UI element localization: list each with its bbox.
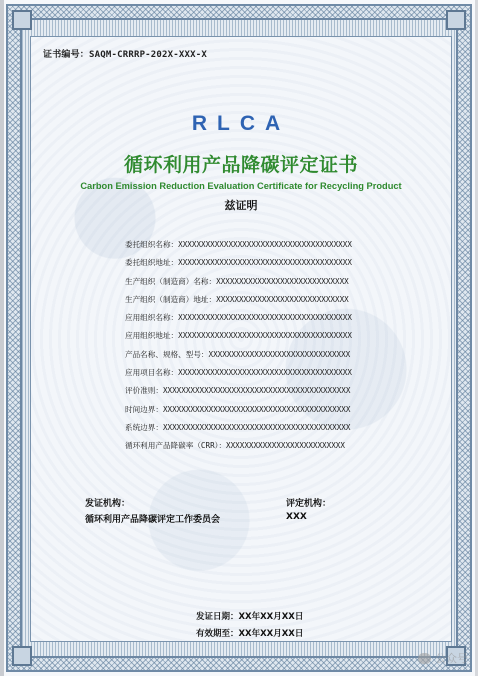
field-client-name: 委托组织名称：XXXXXXXXXXXXXXXXXXXXXXXXXXXXXXXXXXXXXX — [125, 240, 352, 249]
certificate-title-en: Carbon Emission Reduction Evaluation Certificate for Recycling Product — [80, 181, 402, 191]
corner-ornament — [446, 10, 466, 30]
watermark — [418, 650, 468, 666]
field-client-address: 委托组织地址：XXXXXXXXXXXXXXXXXXXXXXXXXXXXXXXXXXXXXX — [125, 258, 352, 268]
evaluator-label: 评定机构： — [286, 499, 332, 509]
field-application-org-address: 应用组织地址：XXXXXXXXXXXXXXXXXXXXXXXXXXXXXXXXXXXXXX — [125, 331, 352, 341]
corner-ornament — [12, 10, 32, 30]
field-manufacturer-name: 生产组织（制造商）名称：XXXXXXXXXXXXXXXXXXXXXXXXXXXXX — [125, 276, 349, 286]
brand-logo-text: RLCA — [191, 112, 291, 135]
field-system-boundary: 系统边界：XXXXXXXXXXXXXXXXXXXXXXXXXXXXXXXXXXXXXXXXX — [125, 422, 351, 432]
field-crr: 循环利用产品降碳率（CRR）：XXXXXXXXXXXXXXXXXXXXXXXXXX — [125, 441, 345, 451]
field-manufacturer-address: 生产组织（制造商）地址：XXXXXXXXXXXXXXXXXXXXXXXXXXXXX — [125, 294, 349, 304]
certificate-border — [6, 4, 472, 672]
certify-heading: 兹证明 — [224, 199, 258, 212]
certificate-title-cn: 循环利用产品降碳评定证书 — [123, 154, 358, 176]
page-edge — [0, 0, 4, 676]
evaluator-name: XXX — [286, 512, 307, 522]
field-evaluation-criteria: 评价准则：XXXXXXXXXXXXXXXXXXXXXXXXXXXXXXXXXXXXXXXXX — [125, 386, 351, 396]
wechat-icon — [418, 653, 431, 664]
field-project-name: 应用项目名称：XXXXXXXXXXXXXXXXXXXXXXXXXXXXXXXXXXXXXX — [125, 368, 352, 378]
issue-date: 发证日期：XX年XX月XX日 — [196, 612, 304, 622]
certificate-number: 证书编号：SAQM-CRRRP-202X-XXX-X — [43, 50, 207, 60]
corner-ornament — [12, 646, 32, 666]
field-application-org-name: 应用组织名称：XXXXXXXXXXXXXXXXXXXXXXXXXXXXXXXXXXXXXX — [125, 313, 352, 323]
field-product-spec: 产品名称、规格、型号：XXXXXXXXXXXXXXXXXXXXXXXXXXXXXXX — [125, 349, 351, 359]
watermark-text: 公众号 — [435, 652, 468, 665]
certificate-fields — [125, 236, 445, 456]
certificate-dates — [196, 609, 303, 643]
valid-until-date: 有效期至：XX年XX月XX日 — [196, 629, 304, 639]
field-time-boundary: 时间边界：XXXXXXXXXXXXXXXXXXXXXXXXXXXXXXXXXXXXXXXXX — [125, 404, 351, 414]
certificate-body — [30, 36, 452, 642]
issuer-label: 发证机构： — [85, 499, 131, 509]
issuer-name: 循环利用产品降碳评定工作委员会 — [85, 515, 221, 525]
